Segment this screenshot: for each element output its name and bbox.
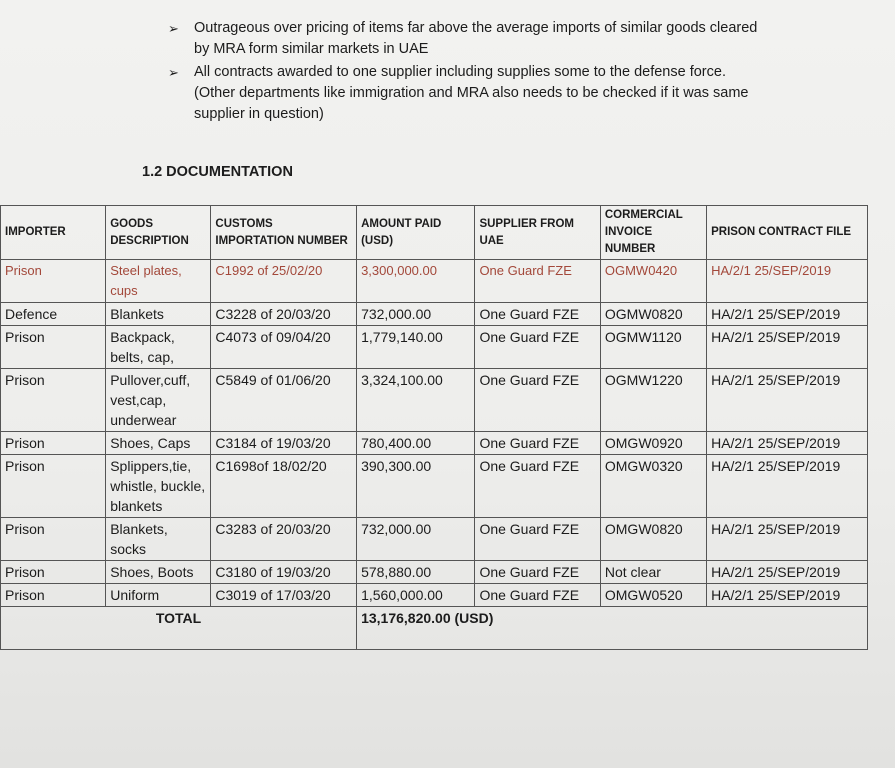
header-customs-number: CUSTOMS IMPORTATION NUMBER — [211, 206, 357, 260]
cell-amount-paid: 578,880.00 — [357, 561, 475, 584]
cell-invoice-number: OMGW0920 — [600, 432, 706, 455]
table-row — [1, 369, 868, 432]
cell-importer: Prison — [1, 326, 106, 369]
header-supplier: SUPPLIER FROM UAE — [475, 206, 600, 260]
cell-importer: Prison — [1, 584, 106, 607]
cell-invoice-number: OGMW1220 — [600, 369, 706, 432]
cell-customs-number: C1698of 18/02/20 — [211, 455, 357, 518]
cell-goods-description: Blankets, socks — [106, 518, 211, 561]
cell-supplier: One Guard FZE — [475, 260, 600, 303]
cell-goods-description: Shoes, Caps — [106, 432, 211, 455]
cell-customs-number: C3184 of 19/03/20 — [211, 432, 357, 455]
cell-goods-description: Uniform — [106, 584, 211, 607]
table-header-row — [1, 206, 868, 260]
cell-contract-file: HA/2/1 25/SEP/2019 — [707, 518, 868, 561]
cell-amount-paid: 3,324,100.00 — [357, 369, 475, 432]
cell-customs-number: C1992 of 25/02/20 — [211, 260, 357, 303]
bullet-list — [168, 18, 768, 127]
cell-importer: Defence — [1, 303, 106, 326]
cell-contract-file: HA/2/1 25/SEP/2019 — [707, 455, 868, 518]
table-row — [1, 303, 868, 326]
cell-goods-description: Steel plates, cups — [106, 260, 211, 303]
cell-importer: Prison — [1, 561, 106, 584]
cell-importer: Prison — [1, 432, 106, 455]
cell-contract-file: HA/2/1 25/SEP/2019 — [707, 561, 868, 584]
cell-amount-paid: 780,400.00 — [357, 432, 475, 455]
cell-invoice-number: OMGW0520 — [600, 584, 706, 607]
table-row — [1, 561, 868, 584]
cell-contract-file: HA/2/1 25/SEP/2019 — [707, 303, 868, 326]
cell-contract-file: HA/2/1 25/SEP/2019 — [707, 369, 868, 432]
table-row — [1, 518, 868, 561]
cell-supplier: One Guard FZE — [475, 584, 600, 607]
cell-importer: Prison — [1, 455, 106, 518]
cell-invoice-number: OGMW1120 — [600, 326, 706, 369]
cell-importer: Prison — [1, 369, 106, 432]
bullet-item — [168, 62, 768, 125]
header-amount-paid: AMOUNT PAID (USD) — [357, 206, 475, 260]
cell-invoice-number: OMGW0320 — [600, 455, 706, 518]
cell-importer: Prison — [1, 260, 106, 303]
cell-invoice-number: OGMW0420 — [600, 260, 706, 303]
cell-contract-file: HA/2/1 25/SEP/2019 — [707, 260, 868, 303]
bullet-text: All contracts awarded to one supplier including supplies some to the defense force. (Other departments like immigration and MRA also needs to be checked if it was same supplier in question) — [194, 64, 749, 122]
cell-goods-description: Splippers,tie, whistle, buckle, blankets — [106, 455, 211, 518]
header-invoice-number: CORMERCIAL INVOICE NUMBER — [600, 206, 706, 260]
cell-amount-paid: 390,300.00 — [357, 455, 475, 518]
cell-customs-number: C4073 of 09/04/20 — [211, 326, 357, 369]
cell-customs-number: C3228 of 20/03/20 — [211, 303, 357, 326]
cell-invoice-number: OGMW0820 — [600, 303, 706, 326]
table-row — [1, 584, 868, 607]
cell-supplier: One Guard FZE — [475, 369, 600, 432]
cell-contract-file: HA/2/1 25/SEP/2019 — [707, 584, 868, 607]
header-goods-description: GOODS DESCRIPTION — [106, 206, 211, 260]
cell-supplier: One Guard FZE — [475, 303, 600, 326]
cell-customs-number: C3283 of 20/03/20 — [211, 518, 357, 561]
cell-goods-description: Backpack, belts, cap, — [106, 326, 211, 369]
total-label: TOTAL — [1, 607, 357, 650]
bullet-text: Outrageous over pricing of items far above the average imports of similar goods cleared by MRA form similar markets in UAE — [194, 20, 758, 57]
section-title: 1.2 DOCUMENTATION — [142, 164, 293, 180]
cell-goods-description: Shoes, Boots — [106, 561, 211, 584]
cell-goods-description: Pullover,cuff, vest,cap, underwear — [106, 369, 211, 432]
cell-customs-number: C5849 of 01/06/20 — [211, 369, 357, 432]
cell-supplier: One Guard FZE — [475, 561, 600, 584]
table-row — [1, 260, 868, 303]
cell-supplier: One Guard FZE — [475, 432, 600, 455]
header-contract-file: PRISON CONTRACT FILE — [707, 206, 868, 260]
cell-contract-file: HA/2/1 25/SEP/2019 — [707, 432, 868, 455]
cell-amount-paid: 1,779,140.00 — [357, 326, 475, 369]
header-importer: IMPORTER — [1, 206, 106, 260]
cell-supplier: One Guard FZE — [475, 518, 600, 561]
cell-contract-file: HA/2/1 25/SEP/2019 — [707, 326, 868, 369]
table-row — [1, 455, 868, 518]
arrow-bullet-icon: ➢ — [168, 21, 179, 36]
arrow-bullet-icon: ➢ — [168, 65, 179, 80]
cell-customs-number: C3019 of 17/03/20 — [211, 584, 357, 607]
cell-customs-number: C3180 of 19/03/20 — [211, 561, 357, 584]
table-row — [1, 326, 868, 369]
bullet-item — [168, 18, 768, 60]
cell-amount-paid: 3,300,000.00 — [357, 260, 475, 303]
cell-supplier: One Guard FZE — [475, 326, 600, 369]
table-row — [1, 432, 868, 455]
table-total-row — [1, 607, 868, 650]
cell-amount-paid: 1,560,000.00 — [357, 584, 475, 607]
cell-invoice-number: Not clear — [600, 561, 706, 584]
cell-invoice-number: OMGW0820 — [600, 518, 706, 561]
cell-amount-paid: 732,000.00 — [357, 518, 475, 561]
cell-supplier: One Guard FZE — [475, 455, 600, 518]
documentation-table — [0, 205, 868, 650]
cell-amount-paid: 732,000.00 — [357, 303, 475, 326]
total-value: 13,176,820.00 (USD) — [357, 607, 868, 650]
cell-goods-description: Blankets — [106, 303, 211, 326]
cell-importer: Prison — [1, 518, 106, 561]
